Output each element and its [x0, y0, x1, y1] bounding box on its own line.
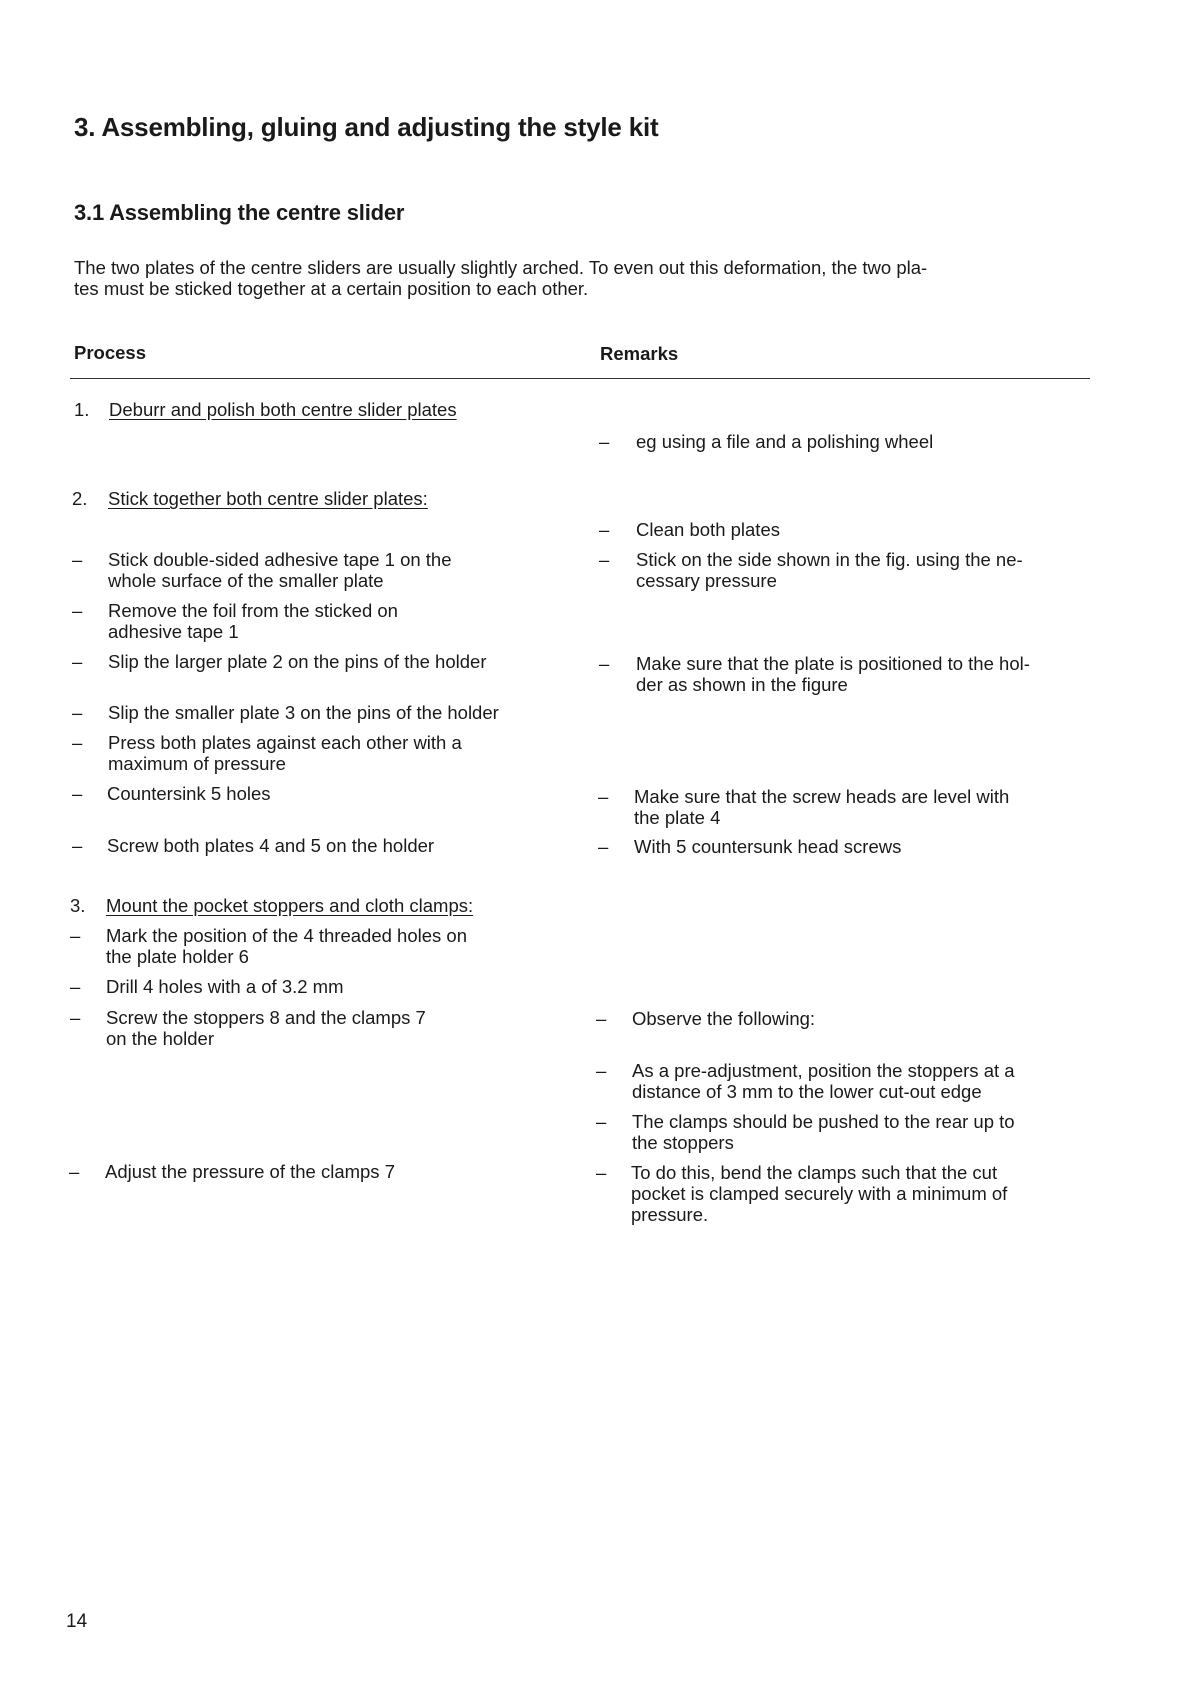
- remark-line: the stoppers: [632, 1132, 734, 1153]
- step-title: Mount the pocket stoppers and cloth clamps:: [106, 895, 474, 916]
- remark-dash: –: [596, 1162, 607, 1183]
- item-line: Mark the position of the 4 threaded holes on: [106, 925, 467, 946]
- remark-line: cessary pressure: [636, 570, 777, 591]
- page-number: 14: [66, 1611, 88, 1632]
- item-line: Drill 4 holes with a of 3.2 mm: [106, 976, 344, 997]
- section-title: 3. Assembling, gluing and adjusting the style kit: [74, 112, 659, 142]
- item-line: adhesive tape 1: [108, 621, 239, 642]
- item-dash: –: [69, 1161, 80, 1182]
- process-item: [108, 600, 398, 642]
- item-line: Slip the larger plate 2 on the pins of the holder: [108, 651, 487, 672]
- remark-dash: –: [596, 1060, 607, 1081]
- remark-line: pocket is clamped securely with a minimum of: [631, 1183, 1008, 1204]
- intro-line: tes must be sticked together at a certain position to each other.: [74, 278, 589, 299]
- process-item: [106, 976, 344, 997]
- remark-line: Make sure that the screw heads are level with: [634, 786, 1010, 807]
- remark-dash: –: [598, 786, 609, 807]
- remark-line: The clamps should be pushed to the rear up to: [632, 1111, 1015, 1132]
- remark-line: As a pre-adjustment, position the stoppers at a: [632, 1060, 1015, 1081]
- item-dash: –: [72, 549, 83, 570]
- item-dash: –: [72, 732, 83, 753]
- column-header-process: Process: [74, 342, 146, 363]
- header-rule: [70, 378, 1090, 379]
- item-line: Adjust the pressure of the clamps 7: [105, 1161, 395, 1182]
- item-line: Screw both plates 4 and 5 on the holder: [107, 835, 435, 856]
- item-line: Remove the foil from the sticked on: [108, 600, 398, 621]
- remark-line: the plate 4: [634, 807, 721, 828]
- remark-item: [631, 1162, 1007, 1225]
- remark-dash: –: [599, 431, 610, 452]
- remark-item: [632, 1008, 815, 1029]
- intro-line: The two plates of the centre sliders are usually slightly arched. To even out this deformation, the two pla-: [74, 257, 928, 278]
- remark-item: [634, 786, 1009, 828]
- remark-dash: –: [596, 1008, 607, 1029]
- item-line: the plate holder 6: [106, 946, 249, 967]
- item-dash: –: [72, 600, 83, 621]
- item-dash: –: [70, 1007, 81, 1028]
- item-dash: –: [72, 783, 83, 804]
- item-line: Countersink 5 holes: [107, 783, 271, 804]
- remark-dash: –: [598, 836, 609, 857]
- remark-line: distance of 3 mm to the lower cut-out edge: [632, 1081, 982, 1102]
- remark-line: To do this, bend the clamps such that the cut: [631, 1162, 998, 1183]
- remark-line: der as shown in the figure: [636, 674, 848, 695]
- item-line: Stick double-sided adhesive tape 1 on the: [108, 549, 452, 570]
- item-dash: –: [70, 976, 81, 997]
- remark-item: [636, 549, 1023, 591]
- item-dash: –: [72, 702, 83, 723]
- item-dash: –: [70, 925, 81, 946]
- remark-line: pressure.: [631, 1204, 709, 1225]
- remark-dash: –: [599, 549, 610, 570]
- process-item: [108, 651, 486, 672]
- item-dash: –: [72, 835, 83, 856]
- step-number: 2.: [72, 488, 88, 509]
- item-dash: –: [72, 651, 83, 672]
- remark-item: [634, 836, 901, 857]
- remark-dash: –: [596, 1111, 607, 1132]
- column-header-remarks: Remarks: [600, 343, 679, 364]
- remark-text: Clean both plates: [636, 519, 780, 540]
- step-number: 1.: [74, 399, 90, 420]
- process-item: [108, 549, 452, 591]
- item-line: whole surface of the smaller plate: [108, 570, 384, 591]
- remark-item: [636, 653, 1030, 695]
- remark-line: Observe the following:: [632, 1008, 816, 1029]
- item-line: on the holder: [106, 1028, 215, 1049]
- item-line: maximum of pressure: [108, 753, 286, 774]
- process-item: [107, 783, 271, 804]
- step-number: 3.: [70, 895, 86, 916]
- process-item: [106, 1007, 426, 1049]
- remark-line: Make sure that the plate is positioned to the hol-: [636, 653, 1030, 674]
- step-title: Deburr and polish both centre slider plates: [109, 399, 457, 420]
- remark-text: eg using a file and a polishing wheel: [636, 431, 934, 452]
- process-item: [108, 732, 462, 774]
- process-item: [105, 1161, 395, 1182]
- remark-line: With 5 countersunk head screws: [634, 836, 902, 857]
- process-item: [106, 925, 467, 967]
- remark-dash: –: [599, 519, 610, 540]
- remark-line: Stick on the side shown in the fig. using the ne-: [636, 549, 1023, 570]
- item-line: Press both plates against each other with a: [108, 732, 462, 753]
- process-item: [108, 702, 499, 723]
- remark-item: [632, 1111, 1015, 1153]
- subsection-title: 3.1 Assembling the centre slider: [74, 200, 405, 225]
- intro-paragraph: [74, 257, 1084, 299]
- step-title: Stick together both centre slider plates:: [108, 488, 428, 509]
- item-line: Slip the smaller plate 3 on the pins of the holder: [108, 702, 499, 723]
- remark-item: [632, 1060, 1015, 1102]
- remark-dash: –: [599, 653, 610, 674]
- item-line: Screw the stoppers 8 and the clamps 7: [106, 1007, 426, 1028]
- process-item: [107, 835, 434, 856]
